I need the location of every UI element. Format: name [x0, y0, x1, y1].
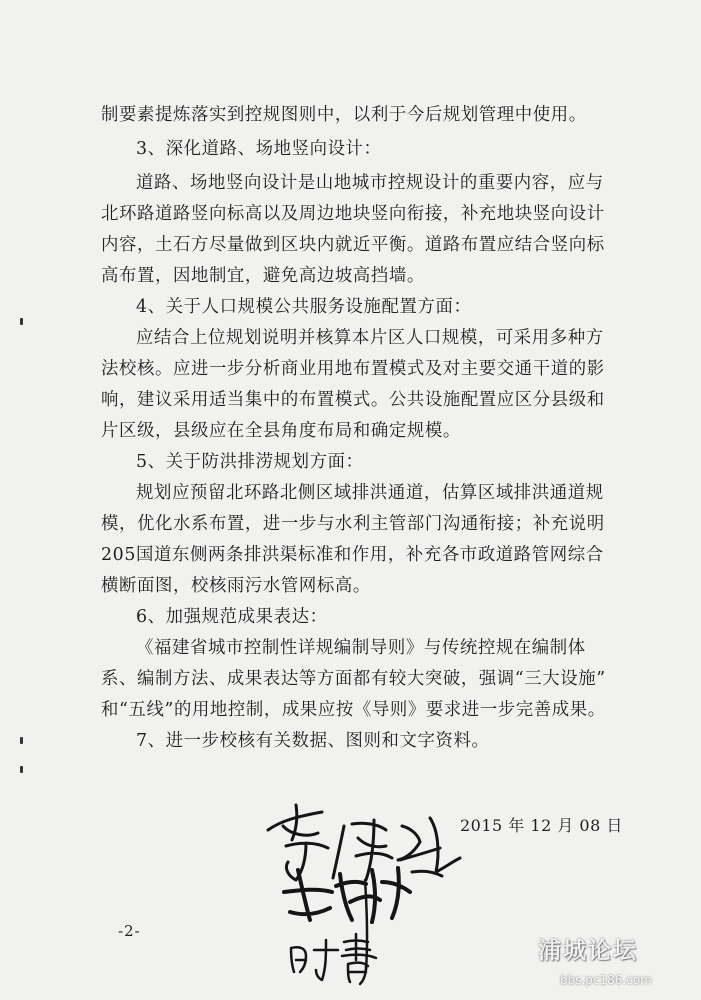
body-line: 横断面图，校核雨污水管网标高。 [101, 576, 371, 596]
body-line: 高布置，因地制宜，避免高边坡高挡墙。 [101, 266, 425, 286]
body-line: 响，建议采用适当集中的布置模式。公共设施配置应区分县级和 [101, 390, 605, 410]
section-heading: 3、深化道路、场地竖向设计： [136, 139, 382, 159]
signature-3 [291, 934, 376, 984]
body-line: 法校核。应进一步分析商业用地布置模式及对主要交通干道的影 [101, 359, 605, 379]
watermark-url: bbs.pc186.com [560, 973, 652, 987]
body-line: 应结合上位规划说明并核算本片区人口规模，可采用多种方 [136, 328, 604, 348]
section-heading: 5、关于防洪排涝规划方面： [136, 452, 364, 472]
page-number: -2- [118, 922, 141, 940]
body-line: 道路、场地竖向设计是山地城市控规设计的重要内容，应与 [136, 173, 604, 193]
document-date: 2015 年 12 月 08 日 [460, 816, 623, 835]
section-heading: 6、加强规范成果表达： [136, 607, 328, 627]
body-line: 规划应预留北环路北侧区域排洪通道，估算区域排洪通道规 [136, 483, 604, 503]
body-line: 模，优化水系布置，进一步与水利主管部门沟通衔接；补充说明 [101, 514, 605, 534]
body-line: 北环路道路竖向标高以及周边地块竖向衔接，补充地块竖向设计 [101, 204, 605, 224]
body-line: 片区级，县级应在全县角度布局和确定规模。 [101, 421, 461, 441]
body-line: 205国道东侧两条排洪渠标准和作用，补充各市政道路管网综合 [101, 545, 604, 565]
body-line: 内容，土石方尽量做到区块内就近平衡。道路布置应结合竖向标 [101, 235, 605, 255]
body-line: 制要素提炼落实到控规图则中，以利于今后规划管理中使用。 [101, 105, 587, 125]
body-line: 《福建省城市控制性详规编制导则》与传统控规在编制体 [136, 638, 586, 658]
body-line: 系、编制方法、成果表达等方面都有较大突破，强调“三大设施” [101, 669, 606, 689]
body-line: 和“五线”的用地控制，成果应按《导则》要求进一步完善成果。 [101, 700, 606, 720]
section-heading: 4、关于人口规模公共服务设施配置方面： [136, 297, 472, 317]
section-heading: 7、进一步校核有关数据、图则和文字资料。 [136, 731, 490, 751]
watermark-title: 浦城论坛 [538, 938, 638, 964]
